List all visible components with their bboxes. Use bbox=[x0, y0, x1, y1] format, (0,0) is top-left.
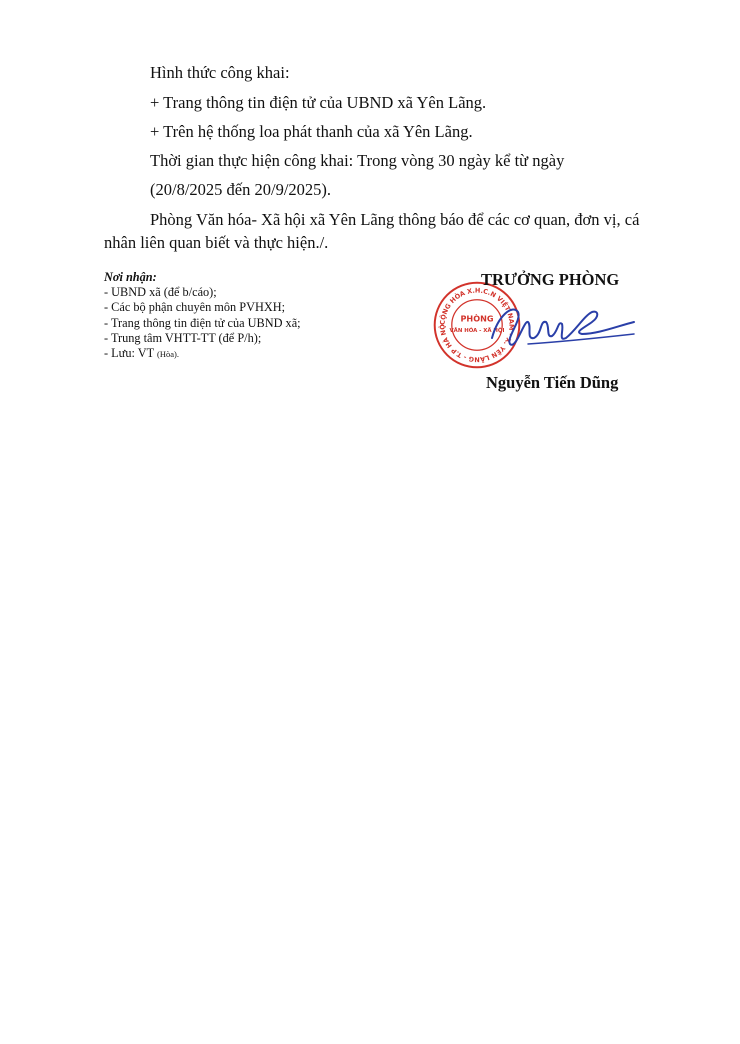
recipient-item-archive bbox=[104, 346, 301, 362]
recipient-item: - UBND xã (để b/cáo); bbox=[104, 285, 217, 300]
publicity-time: Thời gian thực hiện công khai: Trong vòng 30 ngày kể từ ngày bbox=[150, 151, 565, 170]
publicity-item-website: + Trang thông tin điện tử của UBND xã Yên Lãng. bbox=[150, 93, 487, 112]
signer-title: TRƯỞNG PHÒNG bbox=[481, 270, 620, 289]
recipient-item: - Các bộ phận chuyên môn PVHXH; bbox=[104, 300, 286, 315]
handwritten-signature-icon bbox=[488, 298, 638, 356]
recipient-item: - Trung tâm VHTT-TT (để P/h); bbox=[104, 330, 262, 345]
recipient-archive-label: - Lưu: VT bbox=[104, 346, 154, 361]
closing-line-1: Phòng Văn hóa- Xã hội xã Yên Lãng thông báo để các cơ quan, đơn vị, cá bbox=[150, 210, 640, 229]
publicity-item-loudspeaker: + Trên hệ thống loa phát thanh của xã Yên Lãng. bbox=[150, 122, 473, 141]
publicity-date-range: (20/8/2025 đến 20/9/2025). bbox=[150, 180, 332, 199]
publicity-heading: Hình thức công khai: bbox=[150, 63, 290, 82]
stamp-center-line-2: VĂN HÓA - XÃ HỘI bbox=[449, 328, 505, 335]
recipients-title: Nơi nhận: bbox=[104, 270, 157, 284]
signer-name: Nguyễn Tiến Dũng bbox=[486, 373, 619, 392]
stamp-center-line-1: PHÒNG bbox=[460, 313, 494, 324]
recipient-archive-note: (Hòa). bbox=[157, 349, 179, 360]
recipient-item: - Trang thông tin điện tử của UBND xã; bbox=[104, 315, 301, 330]
closing-line-2: nhân liên quan biết và thực hiện./. bbox=[104, 233, 329, 252]
stamp-ring-text: CỘNG HÒA X.H.C.N VIỆT NAM · X. YÊN LÃNG - T.P HÀ NỘ bbox=[438, 286, 516, 364]
recipients-block bbox=[104, 270, 301, 362]
